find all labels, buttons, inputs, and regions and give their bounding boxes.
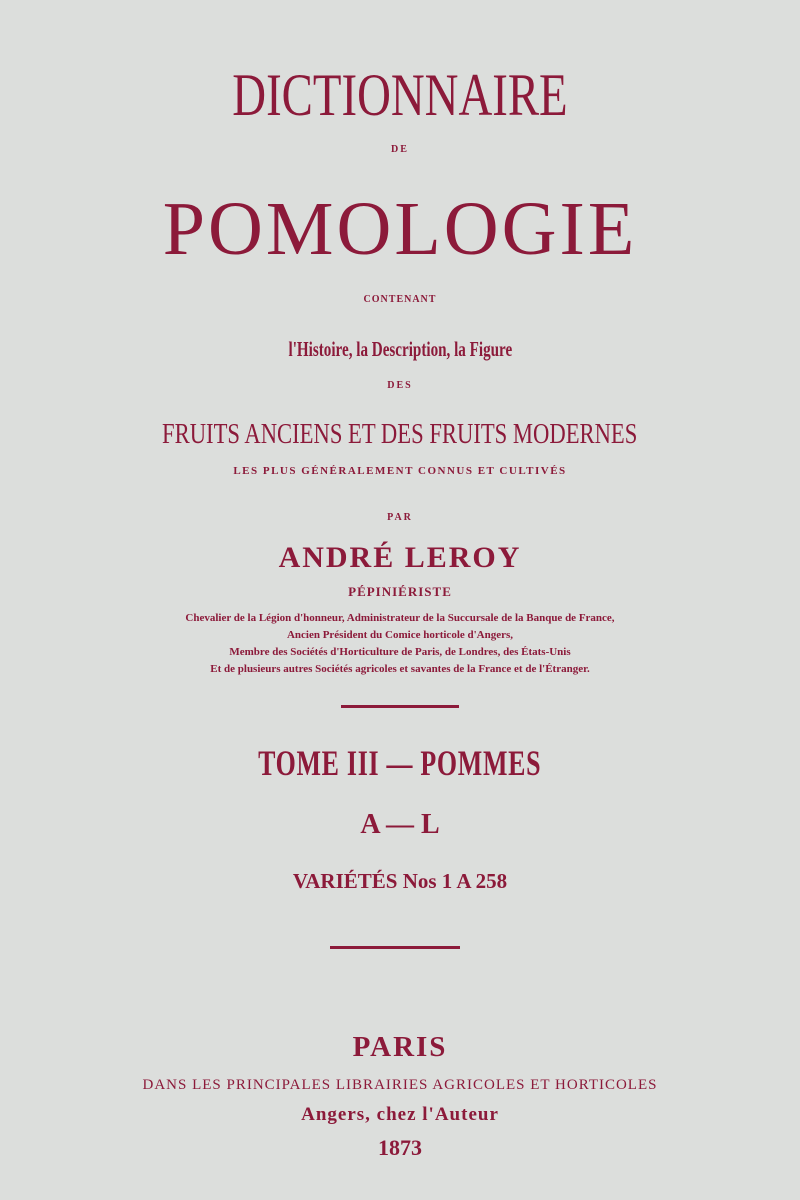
fruits-heading: FRUITS ANCIENS ET DES FRUITS MODERNES	[162, 418, 638, 450]
author-name: ANDRÉ LEROY	[278, 541, 522, 574]
author-credentials	[0, 610, 800, 678]
contenant-label: CONTENANT	[363, 294, 437, 305]
credential-line: Membre des Sociétés d'Horticulture de Paris, de Londres, des États-Unis	[229, 646, 571, 658]
author-profession: PÉPINIÉRISTE	[348, 584, 452, 599]
credential-line: Et de plusieurs autres Sociétés agricoles et savantes de la France et de l'Étranger.	[210, 663, 590, 675]
volume-range: A — L	[360, 809, 440, 840]
credential-line: Chevalier de la Légion d'honneur, Administrateur de la Succursale de la Banque de France,	[185, 612, 615, 624]
divider-rule	[341, 705, 459, 708]
publication-year: 1873	[378, 1135, 422, 1160]
divider-rule	[330, 946, 460, 949]
par-label: PAR	[387, 512, 413, 523]
publisher-line: Angers, chez l'Auteur	[301, 1104, 499, 1125]
title-pomologie: POMOLOGIE	[162, 187, 638, 271]
varieties-line: VARIÉTÉS Nos 1 A 258	[292, 869, 508, 893]
subtitle: l'Histoire, la Description, la Figure	[288, 337, 512, 361]
title-dictionnaire: DICTIONNAIRE	[232, 62, 568, 128]
de-label: DE	[391, 144, 409, 155]
des-label: DES	[387, 380, 413, 391]
volume-title: TOME III — POMMES	[258, 743, 542, 783]
publication-city: PARIS	[352, 1031, 448, 1063]
credential-line: Ancien Président du Comice horticole d'Angers,	[286, 629, 514, 641]
libraries-line: DANS LES PRINCIPALES LIBRAIRIES AGRICOLES ET HORTICOLES	[142, 1077, 658, 1093]
connus-line: LES PLUS GÉNÉRALEMENT CONNUS ET CULTIVÉS	[233, 465, 567, 477]
